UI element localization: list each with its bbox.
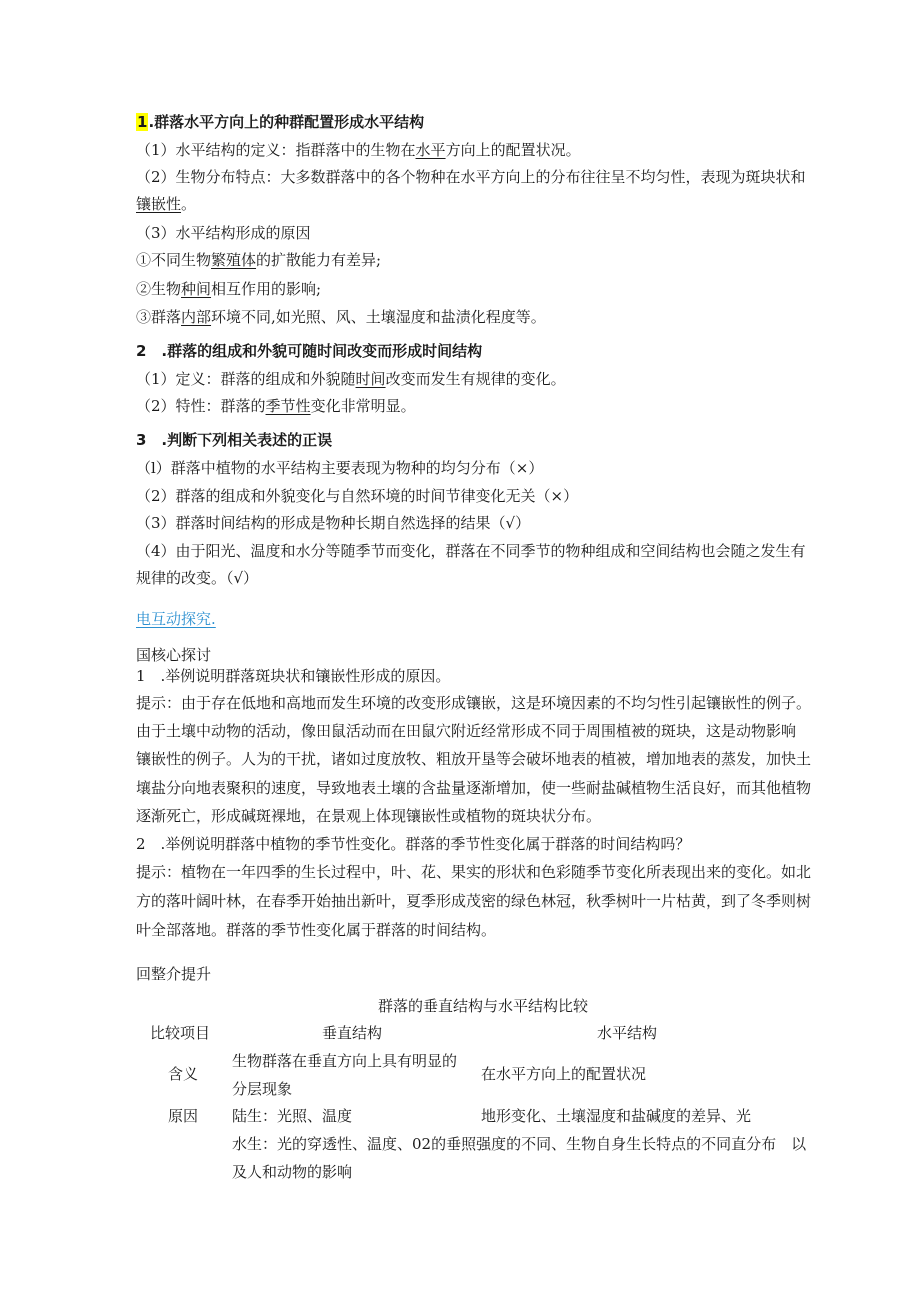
judgement-item-4-cont: 规律的改变。（√）	[136, 569, 259, 587]
table-header-vertical: 垂直结构	[322, 1024, 383, 1042]
row-cause-label: 原因	[168, 1107, 199, 1125]
judgement-item-4: （4）由于阳光、温度和水分等随季节而变化，群落在不同季节的物种组成和空间结构也会随之发生有	[136, 542, 806, 560]
summary-title: 回整介提升	[136, 965, 212, 983]
text: 改变而发生有规律的变化。	[385, 370, 566, 388]
text: ③群落	[136, 308, 182, 326]
horizontal-structure-definition	[136, 140, 581, 160]
cause-item-3	[136, 307, 546, 327]
text: ①不同生物	[136, 251, 212, 269]
row-cause-vertical-line1: 陆生：光照、温度	[232, 1107, 353, 1125]
question-1: 1 .举例说明群落斑块状和镶嵌性形成的原因。	[136, 667, 451, 685]
blank-answer: 种间	[181, 280, 212, 298]
answer-1-line1: 提示：由于存在低地和高地而发生环境的改变形成镶嵌，这是环境因素的不均匀性引起镶嵌性的例子。	[136, 694, 812, 712]
section1-heading-text: .群落水平方向上的种群配置形成水平结构	[148, 113, 425, 131]
answer-1-line5: 逐渐死亡，形成碱斑裸地，在景观上体现镶嵌性或植物的斑块状分布。	[136, 807, 602, 825]
blank-answer: 镶嵌性	[136, 195, 182, 213]
question-2: 2 .举例说明群落中植物的季节性变化。群落的季节性变化属于群落的时间结构吗？	[136, 835, 691, 853]
interactive-explore-link[interactable]	[136, 609, 216, 629]
text: （1）水平结构的定义：指群落中的生物在	[136, 141, 416, 159]
blank-answer: 时间	[355, 370, 386, 388]
table-header-horizontal: 水平结构	[597, 1024, 658, 1042]
distribution-feature-line1: （2）生物分布特点：大多数群落中的各个物种在水平方向上的分布往往呈不均匀性，表现为斑块状和	[136, 168, 806, 186]
section2-heading: 2 .群落的组成和外貌可随时间改变而形成时间结构	[136, 342, 483, 360]
row-cause-line2: 水生：光的穿透性、温度、02的垂照强度的不同、生物自身生长特点的不同直分布 以	[232, 1135, 807, 1153]
judgement-item-3: （3）群落时间结构的形成是物种长期自然选择的结果（√）	[136, 514, 531, 532]
answer-2-line3: 叶全部落地。群落的季节性变化属于群落的时间结构。	[136, 921, 497, 939]
text: （2）特性：群落的	[136, 397, 266, 415]
text: 的扩散能力有差异;	[256, 251, 382, 269]
section1-heading	[136, 112, 424, 132]
link-text[interactable]: 电互动探究.	[136, 610, 216, 628]
cause-item-1	[136, 250, 381, 270]
text: 相互作用的影响;	[211, 280, 322, 298]
answer-1-line3: 镶嵌性的例子。人为的干扰，诸如过度放牧、粗放开垦等会破坏地表的植被，增加地表的蒸发，加快土	[136, 750, 812, 768]
text: 。	[181, 195, 197, 213]
distribution-feature-line2	[136, 194, 196, 214]
row-meaning-vertical-line2: 分层现象	[232, 1080, 293, 1098]
text: ②生物	[136, 280, 182, 298]
text: 环境不同,如光照、风、土壤湿度和盐渍化程度等。	[211, 308, 546, 326]
section3-heading: 3 .判断下列相关表述的正误	[136, 431, 333, 449]
answer-2-line1: 提示：植物在一年四季的生长过程中，叶、花、果实的形状和色彩随季节变化所表现出来的变化。如北	[136, 863, 812, 881]
blank-answer: 季节性	[265, 397, 311, 415]
time-structure-definition	[136, 369, 566, 389]
time-structure-feature	[136, 396, 416, 416]
judgement-item-2: （2）群落的组成和外貌变化与自然环境的时间节律变化无关（×）	[136, 487, 579, 505]
blank-answer: 内部	[181, 308, 212, 326]
row-cause-horizontal-line1: 地形变化、土壤湿度和盐碱度的差异、光	[481, 1107, 752, 1125]
answer-1-line4: 壤盐分向地表聚积的速度，导致地表土壤的含盐量逐渐增加，使一些耐盐碱植物生活良好，而其他植物	[136, 779, 812, 797]
row-meaning-horizontal: 在水平方向上的配置状况	[481, 1065, 647, 1083]
cause-title: （3）水平结构形成的原因	[136, 224, 311, 242]
row-cause-line3: 及人和动物的影响	[232, 1163, 353, 1181]
row-meaning-label: 含义	[168, 1065, 199, 1083]
text: （1）定义：群落的组成和外貌随	[136, 370, 356, 388]
core-title: 国核心探讨	[136, 646, 212, 664]
table-caption: 群落的垂直结构与水平结构比较	[378, 997, 589, 1015]
table-header-item: 比较项目	[150, 1024, 211, 1042]
text: 方向上的配置状况。	[445, 141, 581, 159]
blank-answer: 繁殖体	[211, 251, 257, 269]
answer-1-line2: 由于土壤中动物的活动，像田鼠活动而在田鼠穴附近经常形成不同于周围植被的斑块，这是动物影响	[136, 722, 797, 740]
row-meaning-vertical-line1: 生物群落在垂直方向上具有明显的	[232, 1052, 458, 1070]
cause-item-2	[136, 279, 321, 299]
blank-answer: 水平	[415, 141, 446, 159]
answer-2-line2: 方的落叶阔叶林，在春季开始抽出新叶，夏季形成茂密的绿色林冠，秋季树叶一片枯黄，到了冬季则树	[136, 892, 812, 910]
text: 变化非常明显。	[310, 397, 416, 415]
judgement-item-1: （l）群落中植物的水平结构主要表现为物种的均匀分布（×）	[136, 459, 544, 477]
section1-number-highlight: 1	[137, 113, 148, 131]
